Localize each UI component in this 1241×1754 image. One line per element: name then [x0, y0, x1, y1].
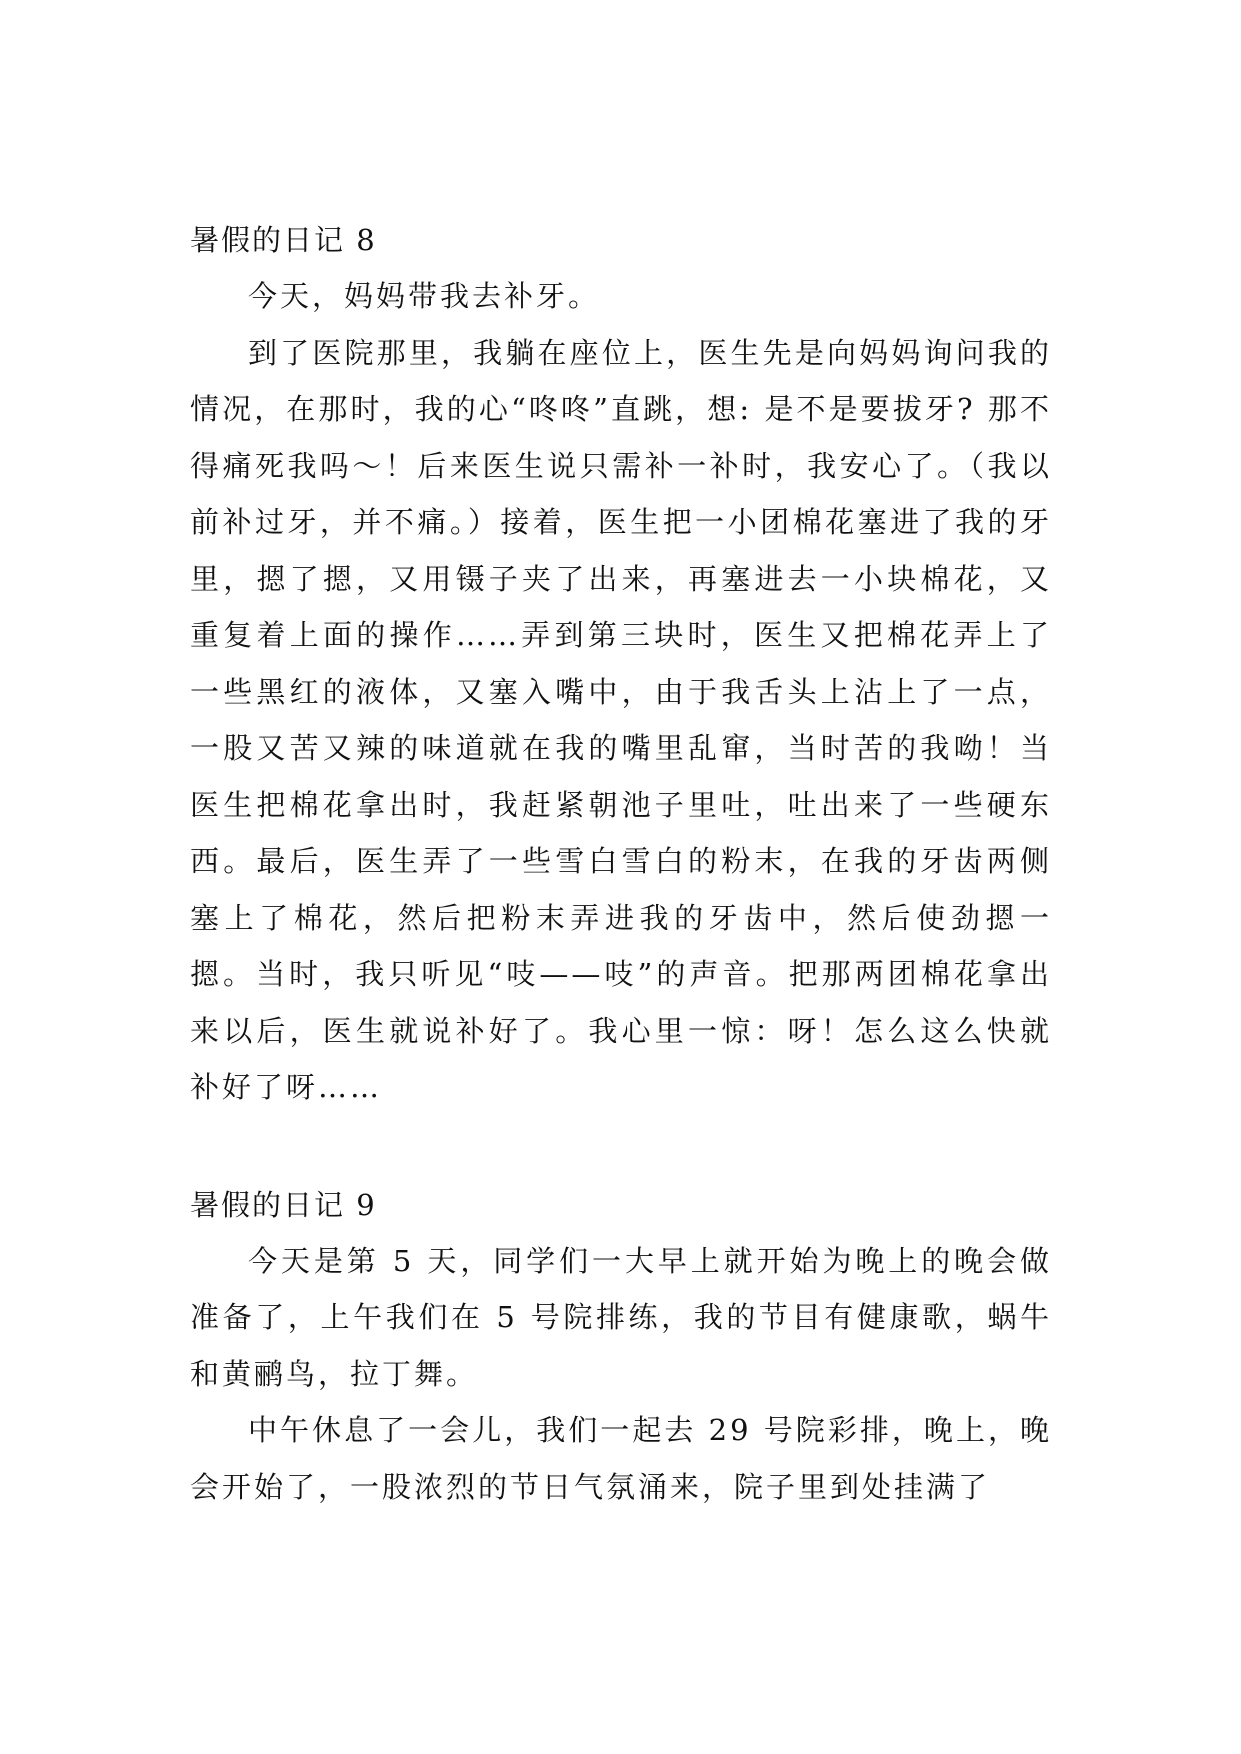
- paragraph: 今天是第 5 天，同学们一大早上就开始为晚上的晚会做准备了，上午我们在 5 号院排练，我的节目有健康歌，蜗牛和黄鹂鸟，拉丁舞。: [190, 1243, 1052, 1391]
- diary-entry-8: [190, 212, 1052, 1116]
- paragraph: 到了医院那里，我躺在座位上，医生先是向妈妈询问我的情况，在那时，我的心“咚咚”直跳，想: 是不是要拔牙? 那不得痛死我吗～！后来医生说只需补一补时，我安心了。（我以前补过牙，并不痛。）接着，医生把一小团棉花塞进了我的牙里，摁了摁，又用镊子夹了出来，再塞进去一小块棉花，又重复着上面的操作……弄到第三块时，医生又把棉花弄上了一些黑红的液体，又塞入嘴中，由于我舌头上沾上了一点，一股又苦又辣的味道就在我的嘴里乱窜，当时苦的我呦！当医生把棉花拿出时，我赶紧朝池子里吐，吐出来了一些硬东西。最后，医生弄了一些雪白雪白的粉末，在我的牙齿两侧塞上了棉花，然后把粉末弄进我的牙齿中，然后使劲摁一摁。当时，我只听见“吱——吱”的声音。把那两团棉花拿出来以后，医生就说补好了。我心里一惊：呀！怎么这么快就补好了呀……: [190, 335, 1052, 1104]
- document-body: [190, 212, 1052, 1515]
- paragraph: 今天，妈妈带我去补牙。: [248, 279, 601, 313]
- entry-title: 暑假的日记 8: [190, 223, 377, 257]
- diary-entry-9: [190, 1177, 1052, 1516]
- entry-spacer: [190, 1116, 1052, 1177]
- entry-title: 暑假的日记 9: [190, 1187, 377, 1222]
- paragraph: 中午休息了一会儿，我们一起去 29 号院彩排，晚上，晚会开始了，一股浓烈的节日气氛涌来，院子里到处挂满了: [190, 1413, 1052, 1504]
